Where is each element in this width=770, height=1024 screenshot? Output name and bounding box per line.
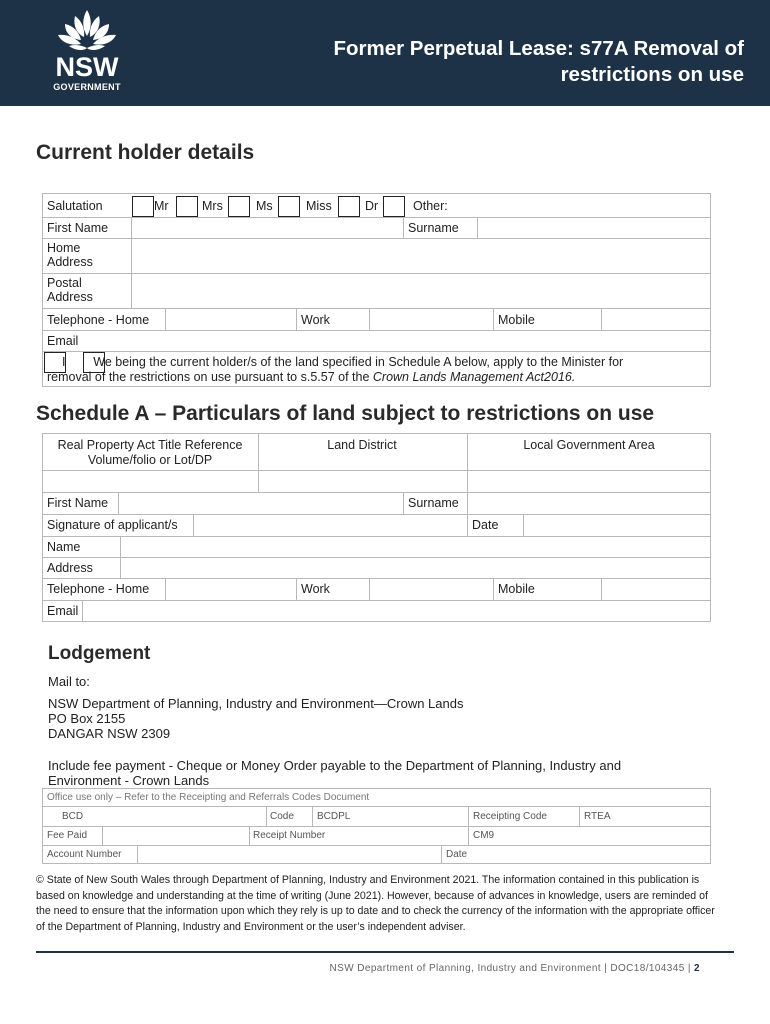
receipt-number-label: Receipt Number (253, 830, 326, 841)
local-government-area-header: Local Government Area (523, 438, 655, 452)
checkbox-other[interactable] (383, 196, 405, 217)
footer-page-reference (330, 963, 700, 974)
checkbox-dr[interactable] (338, 196, 360, 217)
postal-address-label (47, 276, 93, 304)
checkbox-mr[interactable] (132, 196, 154, 217)
applicant-telephone-home-label: Telephone - Home (47, 582, 150, 596)
mobile-label: Mobile (498, 313, 535, 327)
footer-divider (36, 951, 734, 953)
checkbox-mrs[interactable] (176, 196, 198, 217)
cm9-label: CM9 (473, 830, 495, 841)
account-number-label: Account Number (47, 849, 122, 860)
option-mrs: Mrs (202, 199, 223, 213)
applicant-work-label: Work (301, 582, 330, 596)
declaration-line-2-text: removal of the restrictions on use pursuant to s.5.57 of the (47, 370, 373, 384)
option-ms: Ms (256, 199, 273, 213)
applicant-email-label: Email (47, 604, 79, 618)
copyright-notice: © State of New South Wales through Department of Planning, Industry and Environment 2021. The information contained in this publication is based on knowledge and understanding at the time of writing (June 2021). However, because of advances in knowledge, users are reminded of the need to ensure that the information upon which they rely is up to date and to check the currency of the information with the appropriate officer of the Department of Planning, Industry and Environment or the user’s independent adviser. (36, 874, 715, 933)
salutation-label: Salutation (47, 199, 103, 213)
page-number: 2 (694, 963, 700, 974)
mailing-address-line-1: NSW Department of Planning, Industry and Environment—Crown Lands (48, 696, 464, 711)
mailing-address-line-3: DANGAR NSW 2309 (48, 726, 171, 741)
lodgement-heading: Lodgement (48, 643, 151, 664)
current-holder-heading: Current holder details (36, 141, 255, 164)
home-address-label (47, 241, 93, 269)
name-label: Name (47, 540, 81, 554)
telephone-home-label: Telephone - Home (47, 313, 150, 327)
option-mr: Mr (154, 199, 169, 213)
waratah-icon (44, 6, 130, 56)
schedule-a-heading: Schedule A – Particulars of land subject to restrictions on use (36, 402, 655, 425)
work-label: Work (301, 313, 330, 327)
fee-paid-label: Fee Paid (47, 830, 88, 841)
office-use-header: Office use only – Refer to the Receipting and Referrals Codes Document (47, 792, 370, 803)
option-miss: Miss (306, 199, 332, 213)
document-title (224, 36, 744, 88)
home-address-label-line-1: Home (47, 241, 81, 255)
bcdpl-label: BCDPL (317, 811, 351, 822)
mail-to-label: Mail to: (48, 674, 90, 689)
title-reference-header-line-1: Real Property Act Title Reference (57, 438, 243, 452)
first-name-label: First Name (47, 221, 109, 235)
option-other-label: Other: (413, 199, 448, 213)
document-title-line-2: restrictions on use (560, 63, 744, 86)
mailing-address (48, 696, 463, 741)
fee-payment-note (48, 758, 621, 788)
email-label: Email (47, 334, 79, 348)
home-address-label-line-2: Address (47, 255, 93, 269)
office-date-label: Date (446, 849, 468, 860)
code-label: Code (270, 811, 294, 822)
logo-government-text: GOVERNMENT (53, 82, 121, 92)
bcd-label: BCD (62, 811, 84, 822)
signature-date-label: Date (472, 518, 499, 532)
option-dr: Dr (365, 199, 379, 213)
fee-payment-note-line-2: Environment - Crown Lands (48, 773, 210, 788)
page-header (0, 0, 770, 106)
applicant-surname-label: Surname (408, 496, 459, 510)
applicant-mobile-label: Mobile (498, 582, 535, 596)
footer-document-ref: NSW Department of Planning, Industry and Environment | DOC18/104345 | (329, 963, 691, 974)
signature-label: Signature of applicant/s (47, 518, 178, 532)
applicant-first-name-label: First Name (47, 496, 109, 510)
declaration-line-1: I We being the current holder/s of the land specified in Schedule A below, apply to the Minister for (62, 355, 624, 369)
mailing-address-line-2: PO Box 2155 (48, 711, 126, 726)
receipting-code-label: Receipting Code (473, 811, 547, 822)
document-title-line-1: Former Perpetual Lease: s77A Removal of (333, 37, 744, 60)
checkbox-ms[interactable] (228, 196, 250, 217)
rtea-label: RTEA (584, 811, 611, 822)
surname-label: Surname (408, 221, 459, 235)
nsw-government-logo (44, 6, 130, 96)
declaration-act-name: Crown Lands Management Act2016. (372, 370, 576, 384)
title-reference-header-line-2: Volume/folio or Lot/DP (87, 453, 213, 467)
postal-address-label-line-1: Postal (47, 276, 82, 290)
land-district-header: Land District (327, 438, 397, 452)
checkbox-miss[interactable] (278, 196, 300, 217)
declaration-line-2 (47, 370, 575, 384)
logo-nsw-text: NSW (55, 52, 119, 82)
address-label: Address (47, 561, 93, 575)
title-reference-header (46, 438, 254, 468)
fee-payment-note-line-1: Include fee payment - Cheque or Money Order payable to the Department of Planning, Industry and (48, 758, 622, 773)
postal-address-label-line-2: Address (47, 290, 93, 304)
